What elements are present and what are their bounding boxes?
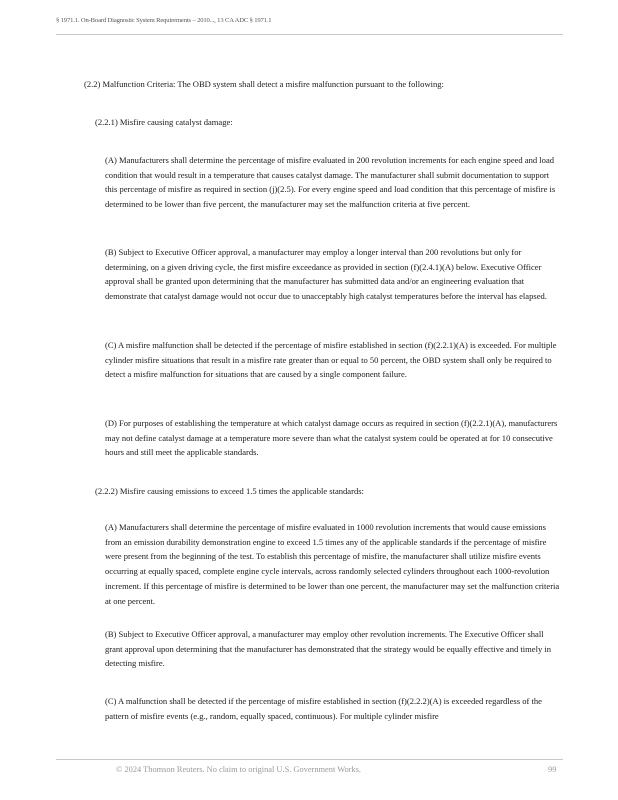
section-2-2-1-paragraph-b: (B) Subject to Executive Officer approval, a manufacturer may employ a longer interval than 200 revolutions but only for determining, on a given driving cycle, the first misfire exceedance as provided in section (f)(2.4.1)(A) below. Executive Officer approval shall be granted upon determining that the manufacturer has submitted data and/or an engineering evaluation that demonstrate that catalyst damage would not occur due to unacceptably high catalyst temperatures before the interval has elapsed.: [105, 247, 547, 302]
running-header: § 1971.1. On-Board Diagnostic System Requirements – 2010..., 13 CA ADC § 1971.1: [56, 17, 272, 24]
header-divider: [56, 34, 563, 35]
section-2-2-1-paragraph-d: (D) For purposes of establishing the temperature at which catalyst damage occurs as required in section (f)(2.2.1)(A), manufacturers may not define catalyst damage at a temperature more severe than what the catalyst system could be operated at for 10 consecutive hours and still meet the applicable standards.: [105, 418, 558, 458]
section-2-2-1-heading: (2.2.1) Misfire causing catalyst damage:: [95, 117, 233, 127]
footer-copyright: © 2024 Thomson Reuters. No claim to original U.S. Government Works.: [116, 765, 361, 774]
section-2-2-1-paragraph-a: (A) Manufacturers shall determine the percentage of misfire evaluated in 200 revolution increments for each engine speed and load condition that would result in a temperature that causes catalyst damage. The manufacturer shall submit documentation to support this percentage of misfire as required in section (j)(2.5). For every engine speed and load condition that this percentage of misfire is determined to be lower than five percent, the manufacturer may set the malfunction criteria at five percent.: [105, 155, 556, 210]
section-2-2-2-heading: (2.2.2) Misfire causing emissions to exceed 1.5 times the applicable standards:: [95, 486, 364, 496]
section-2-2-2-paragraph-c: (C) A malfunction shall be detected if the percentage of misfire established in section (f)(2.2.2)(A) is exceeded regardless of the pattern of misfire events (e.g., random, equally spaced, continuous). For multiple cylinder misfire: [105, 696, 542, 721]
footer-divider: [56, 759, 563, 760]
page-number: 99: [548, 765, 557, 774]
section-2-2-heading: (2.2) Malfunction Criteria: The OBD system shall detect a misfire malfunction pursuant to the following:: [84, 79, 444, 89]
section-2-2-2-paragraph-b: (B) Subject to Executive Officer approval, a manufacturer may employ other revolution increments. The Executive Officer shall grant approval upon determining that the manufacturer has demonstrated that the strategy would be equally effective and timely in detecting misfire.: [105, 629, 552, 669]
section-2-2-2-paragraph-a: (A) Manufacturers shall determine the percentage of misfire evaluated in 1000 revolution increments that would cause emissions from an emission durability demonstration engine to exceed 1.5 times any of the applicable standards if the percentage of misfire were present from the beginning of the test. To establish this percentage of misfire, the manufacturer shall utilize misfire events occurring at equally spaced, complete engine cycle intervals, across randomly selected cylinders throughout each 1000-revolution increment. If this percentage of misfire is determined to be lower than one percent, the manufacturer may set the malfunction criteria at one percent.: [105, 522, 560, 606]
section-2-2-1-paragraph-c: (C) A misfire malfunction shall be detected if the percentage of misfire established in section (f)(2.2.1)(A) is exceeded. For multiple cylinder misfire situations that result in a misfire rate greater than or equal to 50 percent, the OBD system shall only be required to detect a misfire malfunction for situations that are caused by a single component failure.: [105, 340, 557, 380]
